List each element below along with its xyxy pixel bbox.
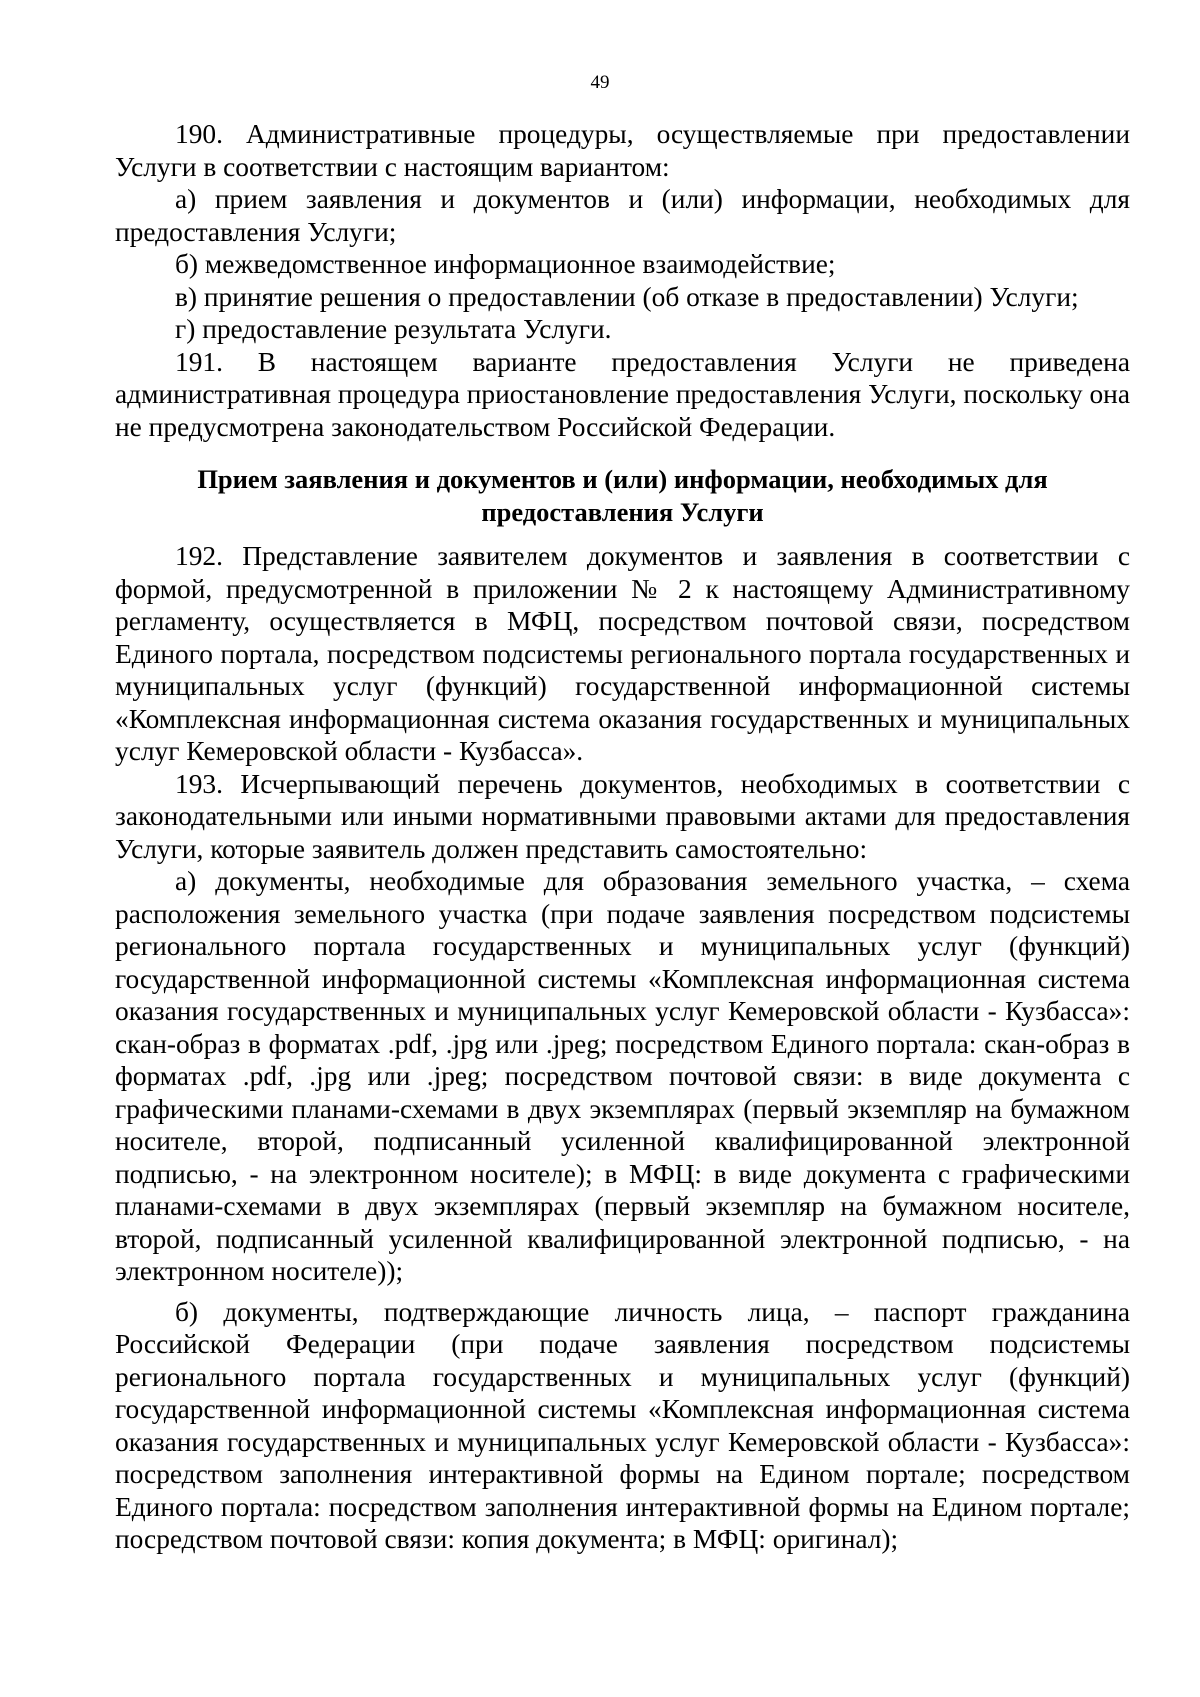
page-number: 49 — [590, 72, 610, 93]
paragraph-193: 193. Исчерпывающий перечень документов, необходимых в соответствии с законодательными или иными нормативными правовыми актами для предоставления Услуги, которые заявитель должен представить самостоятельно: — [115, 768, 1130, 864]
paragraph-192: 192. Представление заявителем документов и заявления в соответствии с формой, предусмотренной в приложении № 2 к настоящему Административному регламенту, осуществляется в МФЦ, посредством почтовой связи, посредством Единого портала, посредством подсистемы регионального портала государственных и муниципальных услуг (функций) государственной информационной системы «Комплексная информационная система оказания государственных и муниципальных услуг Кемеровской области - Кузбасса». — [115, 541, 1130, 766]
document-item-b: б) документы, подтверждающие личность лица, – паспорт гражданина Российской Федерации (при подаче заявления посредством подсистемы регионального портала государственных и муниципальных услуг (функций) государственной информационной системы «Комплексная информационная система оказания государственных и муниципальных услуг Кемеровской области - Кузбасса»: посредством заполнения интерактивной формы на Едином портале; посредством Единого портала: посредством заполнения интерактивной формы на Едином портале; посредством почтовой связи: копия документа; в МФЦ: оригинал); — [115, 1296, 1130, 1554]
list-item-g: г) предоставление результата Услуги. — [175, 314, 612, 344]
list-item-b: б) межведомственное информационное взаимодействие; — [175, 249, 836, 279]
paragraph-191: 191. В настоящем варианте предоставления Услуги не приведена административная процедура приостановление предоставления Услуги, поскольку она не предусмотрена законодательством Российской Федерации. — [115, 346, 1130, 442]
section-heading: Прием заявления и документов и (или) информации, необходимых для предоставления Услуги — [197, 464, 1048, 527]
list-item-a: а) прием заявления и документов и (или) информации, необходимых для предоставления Услуги; — [115, 184, 1130, 247]
document-item-a: а) документы, необходимые для образования земельного участка, – схема расположения земельного участка (при подаче заявления посредством подсистемы регионального портала государственных и муниципальных услуг (функций) государственной информационной системы «Комплексная информационная система оказания государственных и муниципальных услуг Кемеровской области - Кузбасса»: скан-образ в форматах .pdf, .jpg или .jpeg; посредством Единого портала: скан-образ в форматах .pdf, .jpg или .jpeg; посредством почтовой связи: в виде документа с графическими планами-схемами в двух экземплярах (первый экземпляр на бумажном носителе, второй, подписанный усиленной квалифицированной электронной подписью, - на электронном носителе); в МФЦ: в виде документа с графическими планами-схемами в двух экземплярах (первый экземпляр на бумажном носителе, второй, подписанный усиленной квалифицированной электронной подписью, - на электронном носителе)); — [115, 866, 1130, 1286]
list-item-v: в) принятие решения о предоставлении (об отказе в предоставлении) Услуги; — [175, 281, 1079, 312]
paragraph-190: 190. Административные процедуры, осуществляемые при предоставлении Услуги в соответствии с настоящим вариантом: — [115, 119, 1130, 182]
document-body — [115, 118, 1130, 1556]
